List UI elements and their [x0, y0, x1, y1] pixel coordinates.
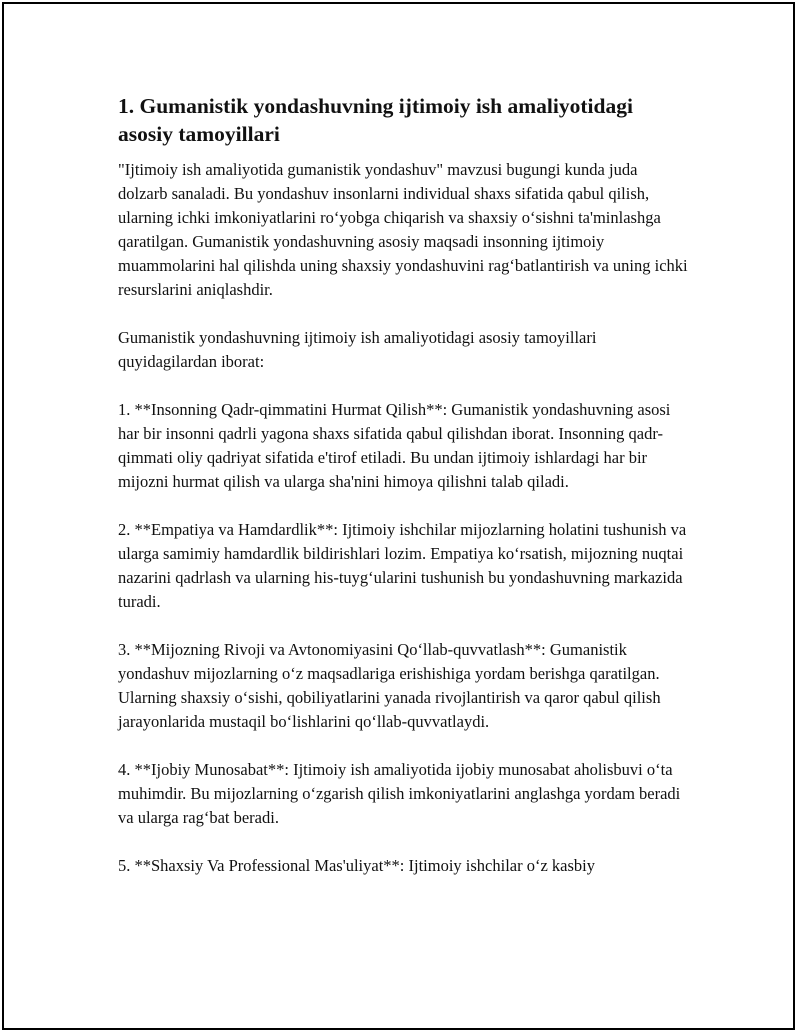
paragraph-intro: "Ijtimoiy ish amaliyotida gumanistik yondashuv" mavzusi bugungi kunda juda dolzarb sanaladi. Bu yondashuv insonlarni individual shaxs sifatida qabul qilish, ularning ichki imkoniyatlarini ro‘yobga chiqarish va shaxsiy o‘sishni ta'minlashga qaratilgan. Gumanistik yondashuvning asosiy maqsadi insonning ijtimoiy muammolarini hal qilishda uning shaxsiy yondashuvini rag‘batlantirish va uning ichki resurslarini aniqlashdir. [118, 160, 688, 299]
paragraph-principles-lead: Gumanistik yondashuvning ijtimoiy ish amaliyotidagi asosiy tamoyillari quyidagilardan iborat: [118, 328, 597, 371]
paragraph-principle-3: 3. **Mijozning Rivoji va Avtonomiyasini Qo‘llab-quvvatlash**: Gumanistik yondashuv mijozlarning o‘z maqsadlariga erishishiga yordam berishga qaratilgan. Ularning shaxsiy o‘sishi, qobiliyatlarini yanada rivojlantirish va qaror qabul qilish jarayonlarida mustaqil bo‘lishlarini qo‘llab-quvvatlaydi. [118, 640, 661, 731]
paragraph-principle-4: 4. **Ijobiy Munosabat**: Ijtimoiy ish amaliyotida ijobiy munosabat aholisbuvi o‘ta muhimdir. Bu mijozlarning o‘zgarish qilish imkoniyatlarini anglashga yordam beradi va ularga rag‘bat beradi. [118, 760, 681, 827]
paragraph-principle-1: 1. **Insonning Qadr-qimmatini Hurmat Qilish**: Gumanistik yondashuvning asosi har bir insonni qadrli yagona shaxs sifatida qabul qilishdan iborat. Insonning qadr-qimmati oliy qadriyat sifatida e'tirof etiladi. Bu undan ijtimoiy ishlardagi har bir mijozni hurmat qilish va ularga sha'nini himoya qilishni talab qiladi. [118, 400, 671, 491]
document-body [118, 92, 688, 902]
paragraph-principle-2: 2. **Empatiya va Hamdardlik**: Ijtimoiy ishchilar mijozlarning holatini tushunish va ularga samimiy hamdardlik bildirishlari lozim. Empatiya ko‘rsatish, mijozning nuqtai nazarini qadrlash va ularning his-tuyg‘ularini tushunish bu yondashuvning markazida turadi. [118, 520, 687, 611]
paragraph-principle-5: 5. **Shaxsiy Va Professional Mas'uliyat**: Ijtimoiy ishchilar o‘z kasbiy [118, 856, 595, 875]
section-heading: 1. Gumanistik yondashuvning ijtimoiy ish amaliyotidagi asosiy tamoyillari [118, 94, 633, 146]
